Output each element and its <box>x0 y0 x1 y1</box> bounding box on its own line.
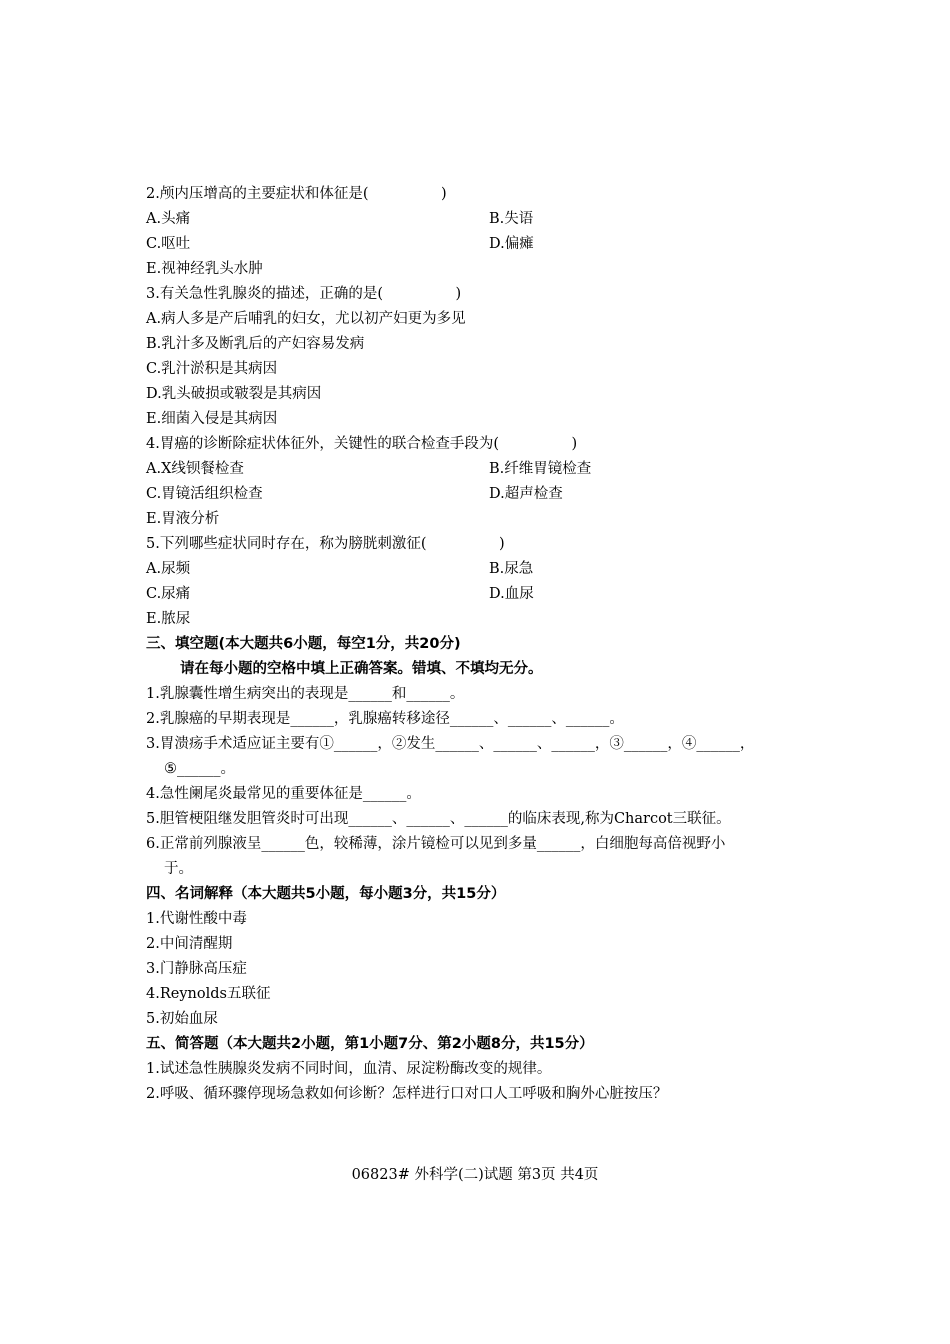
question-4-options-cd <box>146 482 818 507</box>
option-c: C.尿痛 <box>146 586 191 602</box>
question-4-stem: 4.胃癌的诊断除症状体征外，关键性的联合检查手段为( ) <box>146 436 578 452</box>
fill-item-continuation: 于。 <box>164 861 193 877</box>
option-b: B.尿急 <box>489 561 534 577</box>
term-item: 4.Reynolds五联征 <box>146 986 271 1002</box>
option-d: D.超声检查 <box>489 486 563 502</box>
option-e: E.胃液分析 <box>146 511 220 527</box>
question-5-options-ab <box>146 557 818 582</box>
question-2-options-ab <box>146 207 818 232</box>
short-answer-item: 1.试述急性胰腺炎发病不同时间，血清、尿淀粉酶改变的规律。 <box>146 1061 552 1077</box>
option-c: C.呕吐 <box>146 236 191 252</box>
term-item: 3.门静脉高压症 <box>146 961 247 977</box>
section-4-title: 四、名词解释（本大题共5小题，每小题3分，共15分） <box>146 886 506 902</box>
option-a: A.X线钡餐检查 <box>146 461 244 477</box>
option-e: E.脓尿 <box>146 611 191 627</box>
exam-page-content <box>146 182 818 1107</box>
option-b: B.纤维胃镜检查 <box>489 461 592 477</box>
fill-item: 4.急性阑尾炎最常见的重要体征是______。 <box>146 786 421 802</box>
option-d: D.偏瘫 <box>489 236 534 252</box>
question-5-options-cd <box>146 582 818 607</box>
option-e: E.视神经乳头水肿 <box>146 261 263 277</box>
fill-item: 3.胃溃疡手术适应证主要有①______，②发生______、______、______，③______，④______， <box>146 736 755 752</box>
option-e: E.细菌入侵是其病因 <box>146 411 278 427</box>
fill-item-continuation: ⑤______。 <box>164 761 235 777</box>
section-3-title: 三、填空题(本大题共6小题，每空1分，共20分) <box>146 636 461 652</box>
question-3-stem: 3.有关急性乳腺炎的描述，正确的是( ) <box>146 286 462 302</box>
fill-item: 2.乳腺癌的早期表现是______，乳腺癌转移途径______、______、______。 <box>146 711 624 727</box>
question-5-stem: 5.下列哪些症状同时存在，称为膀胱刺激征( ) <box>146 536 505 552</box>
page-footer: 06823# 外科学(二)试题 第3页 共4页 <box>351 1167 599 1183</box>
fill-item: 1.乳腺囊性增生病突出的表现是______和______。 <box>146 686 465 702</box>
option-b: B.失语 <box>489 211 534 227</box>
term-item: 5.初始血尿 <box>146 1011 218 1027</box>
term-item: 2.中间清醒期 <box>146 936 233 952</box>
option-d: D.乳头破损或皲裂是其病因 <box>146 386 322 402</box>
section-3-instructions: 请在每小题的空格中填上正确答案。错填、不填均无分。 <box>180 661 543 677</box>
fill-item: 6.正常前列腺液呈______色，较稀薄，涂片镜检可以见到多量______，白细胞每高倍视野小 <box>146 836 726 852</box>
option-a: A.头痛 <box>146 211 191 227</box>
option-b: B.乳汁多及断乳后的产妇容易发病 <box>146 336 365 352</box>
option-a: A.病人多是产后哺乳的妇女，尤以初产妇更为多见 <box>146 311 466 327</box>
question-2-options-cd <box>146 232 818 257</box>
short-answer-item: 2.呼吸、循环骤停现场急救如何诊断？怎样进行口对口人工呼吸和胸外心脏按压？ <box>146 1086 668 1102</box>
question-4-options-ab <box>146 457 818 482</box>
section-5-title: 五、简答题（本大题共2小题，第1小题7分、第2小题8分，共15分） <box>146 1036 594 1052</box>
fill-item: 5.胆管梗阻继发胆管炎时可出现______、______、______的临床表现,称为Charcot三联征。 <box>146 811 731 827</box>
option-a: A.尿频 <box>146 561 191 577</box>
option-c: C.胃镜活组织检查 <box>146 486 263 502</box>
question-2-stem: 2.颅内压增高的主要症状和体征是( ) <box>146 186 447 202</box>
option-c: C.乳汁淤积是其病因 <box>146 361 278 377</box>
term-item: 1.代谢性酸中毒 <box>146 911 247 927</box>
option-d: D.血尿 <box>489 586 534 602</box>
